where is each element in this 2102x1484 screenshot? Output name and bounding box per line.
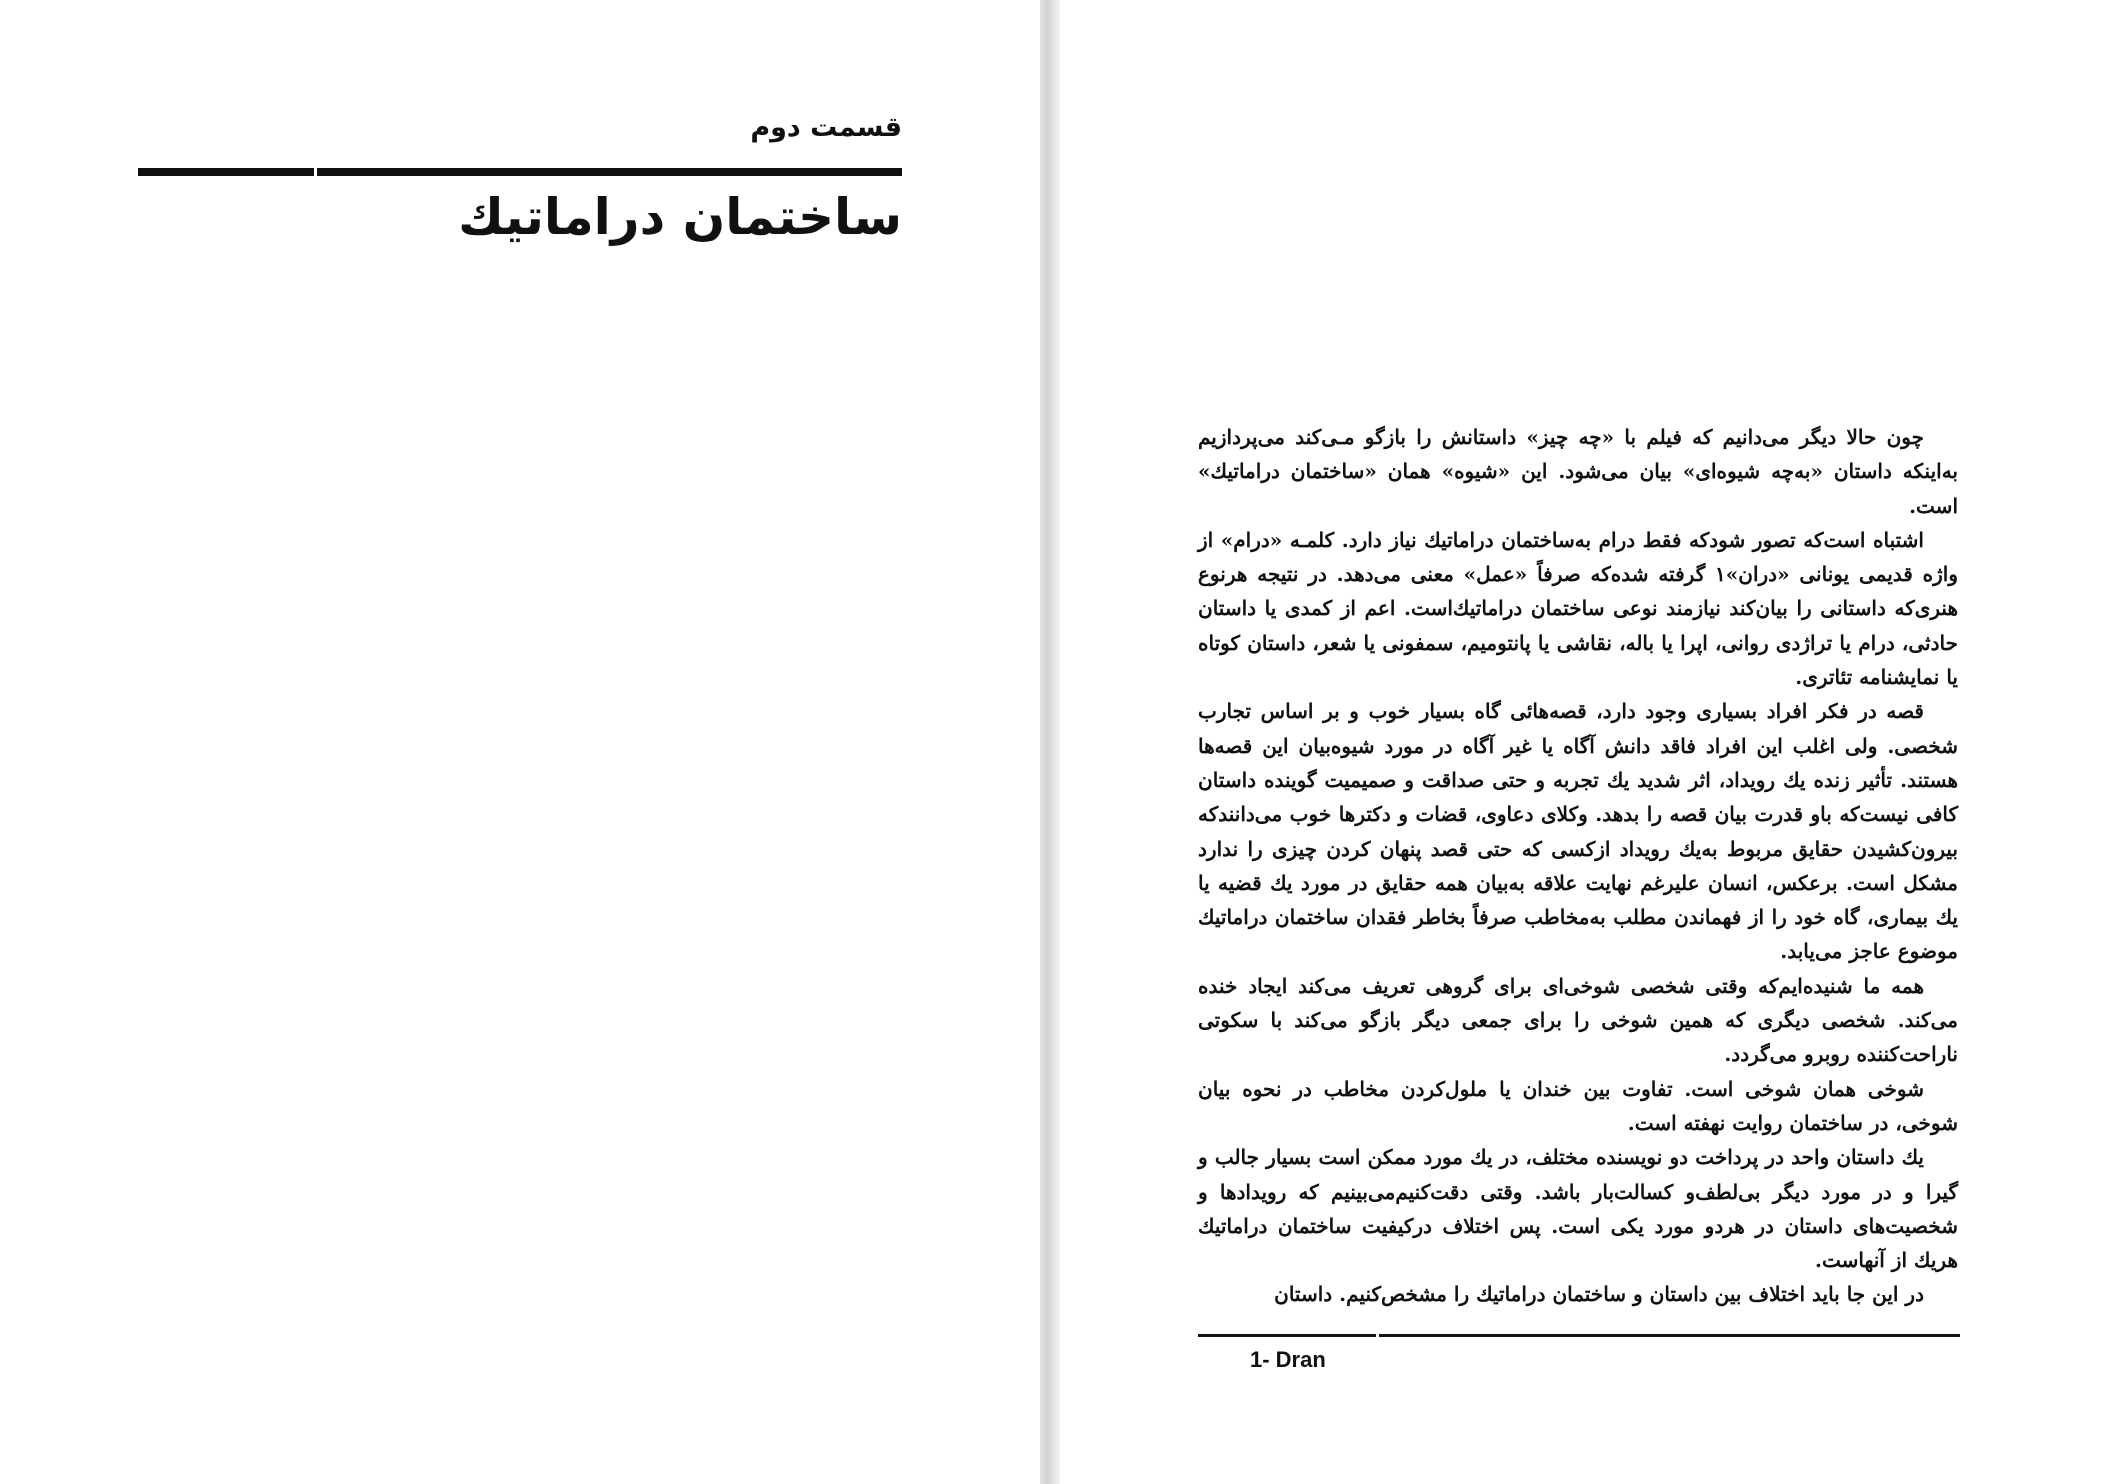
right-page [1060,0,2102,1484]
paragraph: شوخی همان شوخی است. تفاوت بین خندان یا ملول‌کردن مخاطب در نحوه بیان شوخی، در ساختمان روایت نهفته است. [1198,1076,1958,1135]
paragraph: چون حالا دیگر می‌دانیم که فیلم با «چه چیز» داستانش را بازگو مـی‌کند می‌پردازیم به‌اینکه داستان «به‌چه شیوه‌ای» بیان می‌شود. این «شیوه» همان «ساختمان دراماتیك» است. [1198,425,1958,518]
paragraph: قصه در فکر افراد بسیاری وجود دارد، قصه‌هائی گاه بسیار خوب و بر اساس تجارب شخصی. ولی اغلب این افراد فاقد دانش آگاه یا غیر آگاه در مورد شیوه‌بیان این قصه‌ها هستند. تأثیر زنده یك رویداد، اثر شدید یك تجربه و حتی صداقت و صمیمیت گوینده داستان کافی نیست‌که باو قدرت بیان قصه را بدهد. وکلای دعاوی، قضات و دکترها خوب می‌دانندکه بیرون‌کشیدن حقایق مربوط به‌یك رویداد ازکسی که حتی قصد پنهان کردن چیزی را ندارد مشکل است. برعکس، انسان علیرغم نهایت علاقه به‌بیان همه حقایق در مورد یك قضیه یا یك بیماری، گاه خود را از فهماندن مطلب به‌مخاطب صرفاً بخاطر فقدان ساختمان دراماتیك موضوع عاجز می‌یابد. [1198,699,1958,964]
paragraph: در این جا باید اختلاف بین داستان و ساختمان دراماتیك را مشخص‌کنیم. داستان [1274,1282,1924,1307]
footnote-rule [1198,1334,1960,1337]
paragraph: همه ما شنیده‌ایم‌که وقتی شخصی شوخی‌ای برای گروهی تعریف می‌کند ایجاد خنده می‌کند. شخصی دیگری که همین شوخی را برای جمعی دیگر بازگو می‌کند با سکوتی ناراحت‌کننده روبرو می‌گردد. [1198,973,1958,1067]
footnote: 1- Dran [1250,1347,1326,1372]
paragraph: یك داستان واحد در پرداخت دو نویسنده مختلف، در یك مورد ممکن است بسیار جالب و گیرا و در مورد دیگر بی‌لطف‌و کسالت‌بار باشد. وقتی دقت‌کنیم‌می‌بینیم که رویدادها و شخصیت‌های داستان در هردو مورد یکی است. پس اختلاف درکیفیت ساختمان دراماتیك هریك از آنهاست. [1198,1145,1959,1273]
body-text [1198,420,1958,1312]
chapter-title: ساختمان دراماتیك [458,188,902,246]
paragraph: اشتباه است‌که تصور شودکه فقط درام به‌ساختمان دراماتیك نیاز دارد. کلمـه «درام» از واژه قدیمی یونانی «دران»۱ گرفته شده‌که صرفاً «عمل» معنی می‌دهد. در نتیجه هرنوع هنری‌که داستانی را بیان‌کند نیازمند نوعی ساختمان دراماتیك‌است. اعم از کمدی یا داستان حادثی، درام یا تراژدی روانی، اپرا یا باله، نقاشی یا پانتومیم، سمفونی یا شعر، داستان کوتاه یا نمایشنامه تئاتری. [1198,527,1958,690]
left-page [0,0,1040,1484]
part-label: قسمت دوم [750,112,902,143]
page-gutter [1040,0,1060,1484]
title-rule [138,168,902,176]
